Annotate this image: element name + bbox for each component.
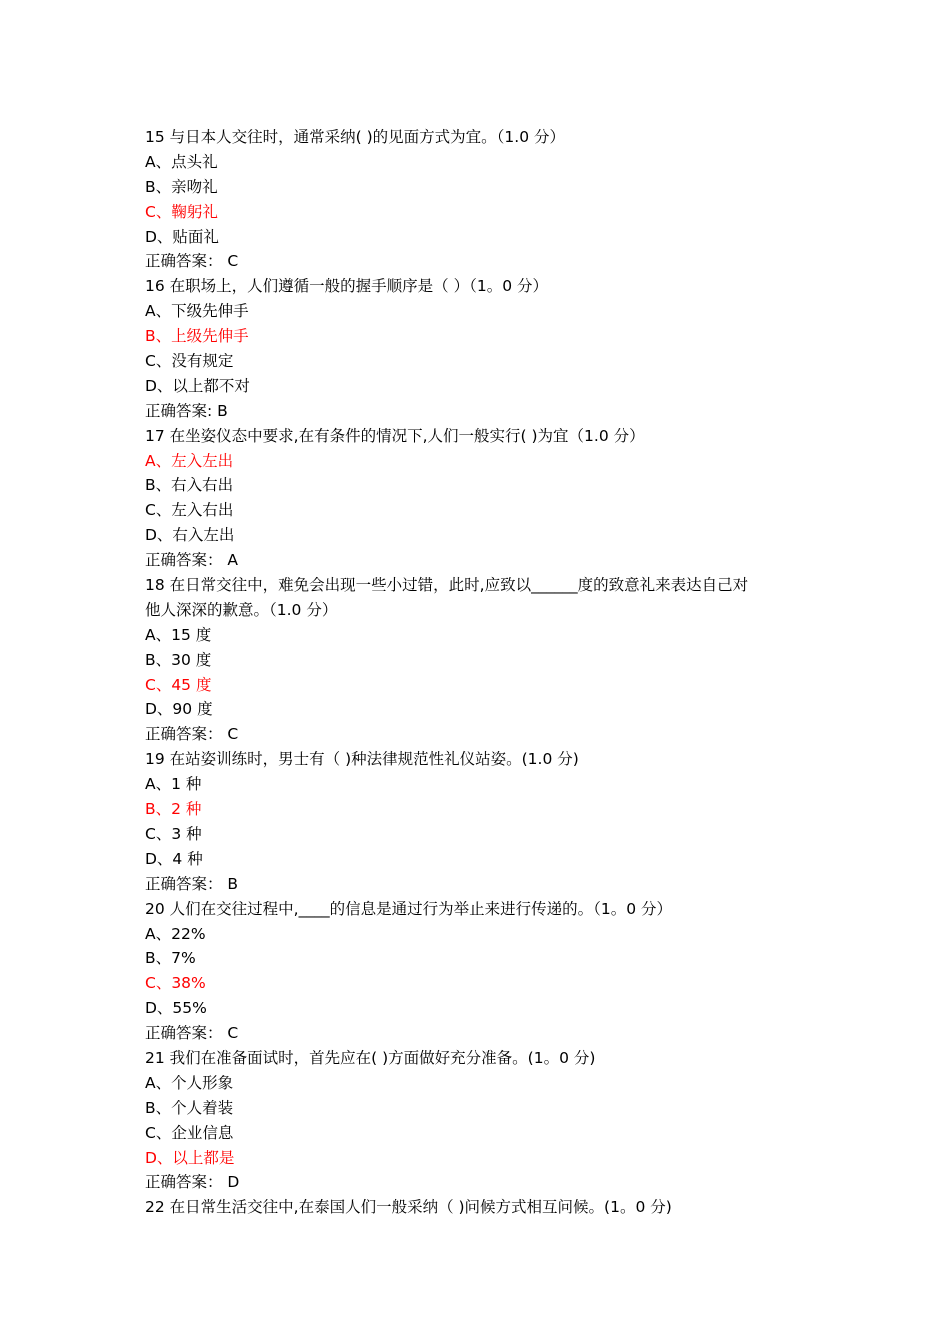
correct-answer: 正确答案： C [145,252,239,271]
option-c: C、企业信息 [145,1123,234,1142]
question-17 [145,424,825,573]
document-page [145,125,825,1220]
option-a: A、下级先伸手 [145,302,249,321]
correct-answer: 正确答案： A [145,551,239,570]
question-text: 22 在日常生活交往中,在泰国人们一般采纳（ )问候方式相互问候。(1。0 分) [145,1198,672,1217]
option-b: B、亲吻礼 [145,177,218,196]
correct-answer: 正确答案: B [145,401,228,420]
option-a: A、点头礼 [145,152,218,171]
question-text-line-2: 他人深深的歉意。（1.0 分） [145,600,338,619]
option-b-correct: B、上级先伸手 [145,327,249,346]
option-b: B、右入右出 [145,476,234,495]
option-a: A、1 种 [145,775,202,794]
question-text: 19 在站姿训练时，男士有（ )种法律规范性礼仪站姿。(1.0 分) [145,750,579,769]
option-d: D、以上都不对 [145,376,250,395]
option-d: D、90 度 [145,700,213,719]
question-text: 21 我们在准备面试时，首先应在( )方面做好充分准备。(1。0 分) [145,1048,596,1067]
option-b-correct: B、2 种 [145,800,202,819]
question-text-line-1: 18 在日常交往中，难免会出现一些小过错，此时,应致以______度的致意礼来表达自己对 [145,576,749,595]
option-b: B、7% [145,949,196,968]
option-c-correct: C、鞠躬礼 [145,202,218,221]
question-text: 15 与日本人交往时，通常采纳( )的见面方式为宜。（1.0 分） [145,128,566,146]
question-18 [145,573,825,747]
option-a: A、15 度 [145,625,212,644]
option-d: D、右入左出 [145,526,235,545]
option-a: A、22% [145,924,206,943]
question-19 [145,747,825,896]
option-a-correct: A、左入左出 [145,451,234,470]
option-b: B、个人着装 [145,1098,234,1117]
option-d: D、4 种 [145,849,203,868]
question-22 [145,1195,825,1220]
question-text: 16 在职场上，人们遵循一般的握手顺序是（ ）（1。0 分） [145,277,548,296]
question-text: 20 人们在交往过程中,____的信息是通过行为举止来进行传递的。（1。0 分） [145,899,672,918]
correct-answer: 正确答案： C [145,725,239,744]
option-d: D、55% [145,999,207,1018]
option-c: C、左入右出 [145,501,234,520]
option-c: C、没有规定 [145,352,234,371]
question-text: 17 在坐姿仪态中要求,在有条件的情况下,人们一般实行( )为宜（1.0 分） [145,426,645,445]
correct-answer: 正确答案： C [145,1024,239,1043]
option-b: B、30 度 [145,650,212,669]
correct-answer: 正确答案： B [145,874,239,893]
option-d: D、贴面礼 [145,227,219,246]
question-21 [145,1046,825,1195]
question-16 [145,274,825,423]
correct-answer: 正确答案： D [145,1173,240,1192]
question-15 [145,125,825,274]
option-c-correct: C、45 度 [145,675,212,694]
option-d-correct: D、以上都是 [145,1148,235,1167]
option-c-correct: C、38% [145,974,206,993]
option-c: C、3 种 [145,824,202,843]
option-a: A、个人形象 [145,1073,234,1092]
question-20 [145,897,825,1046]
